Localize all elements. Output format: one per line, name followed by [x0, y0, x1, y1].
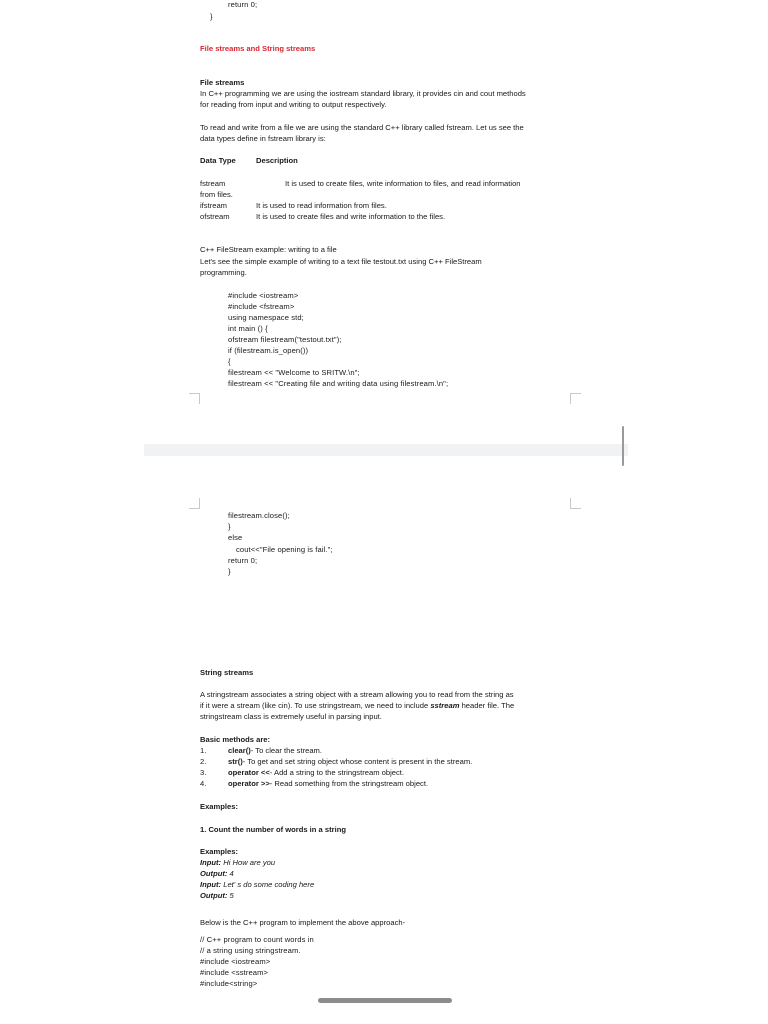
page-corner-mark	[570, 393, 581, 404]
file-streams-heading: File streams	[200, 78, 245, 87]
list-item: 4. operator >>- Read something from the stringstream object.	[200, 779, 429, 788]
paragraph-line: if it were a stream (like cin). To use stringstream, we need to include sstream header file. The	[200, 701, 515, 710]
string-streams-heading: String streams	[200, 668, 254, 677]
code-line: // a string using stringstream.	[200, 946, 301, 955]
code-line: filestream << "Creating file and writing data using filestream.\n";	[228, 379, 449, 388]
example-io: Input: Let' s do some coding here	[200, 880, 315, 889]
table-cell-type: fstream	[200, 179, 226, 188]
list-item: 2. str()- To get and set string object whose content is present in the stream.	[200, 757, 473, 766]
code-line: #include<string>	[200, 979, 258, 988]
page-separator	[144, 444, 628, 456]
code-line: }	[228, 522, 231, 531]
code-line: #include <fstream>	[228, 302, 295, 311]
page-corner-mark	[189, 498, 200, 509]
paragraph-line: To read and write from a file we are using the standard C++ library called fstream. Let us see the	[200, 123, 524, 132]
code-line: if (filestream.is_open())	[228, 346, 309, 355]
page-corner-mark	[189, 393, 200, 404]
paragraph-line: programming.	[200, 268, 247, 277]
code-line: else	[228, 533, 243, 542]
paragraph-line: stringstream class is extremely useful in parsing input.	[200, 712, 382, 721]
code-line: return 0;	[228, 0, 258, 9]
code-line: }	[210, 12, 213, 21]
left-margin	[0, 0, 144, 1024]
code-line: return 0;	[228, 556, 258, 565]
scrollbar-thumb[interactable]	[622, 426, 624, 466]
paragraph-line: for reading from input and writing to output respectively.	[200, 100, 387, 109]
table-cell-type: ifstream	[200, 201, 228, 210]
table-header-type: Data Type	[200, 156, 236, 165]
code-line: }	[228, 567, 231, 576]
code-line: filestream.close();	[228, 511, 290, 520]
list-item: 3. operator <<- Add a string to the stringstream object.	[200, 768, 405, 777]
right-margin	[628, 0, 768, 1024]
page-corner-mark	[570, 498, 581, 509]
paragraph-line: Below is the C++ program to implement the above approach-	[200, 918, 406, 927]
list-item: 1. clear()- To clear the stream.	[200, 746, 322, 755]
code-line: filestream << "Welcome to SRITW.\n";	[228, 368, 360, 377]
basic-methods-heading: Basic methods are:	[200, 735, 271, 744]
code-line: {	[228, 357, 231, 366]
examples-sub-heading: Examples:	[200, 847, 238, 856]
table-cell-type: from files.	[200, 190, 233, 199]
example-io: Input: Hi How are you	[200, 858, 276, 867]
count-words-heading: 1. Count the number of words in a string	[200, 825, 346, 834]
table-header-description: Description	[256, 156, 298, 165]
code-line: // C++ program to count words in	[200, 935, 314, 944]
table-cell-desc: It is used to read information from files.	[256, 201, 387, 210]
paragraph-line: A stringstream associates a string object with a stream allowing you to read from the string as	[200, 690, 514, 699]
code-line: #include <iostream>	[200, 957, 271, 966]
paragraph-line: data types define in fstream library is:	[200, 134, 326, 143]
example-title: C++ FileStream example: writing to a file	[200, 245, 337, 254]
code-line: cout<<"File opening is fail.";	[236, 545, 333, 554]
code-line: #include <iostream>	[228, 291, 299, 300]
code-line: #include <sstream>	[200, 968, 269, 977]
home-indicator[interactable]	[318, 998, 452, 1003]
paragraph-line: In C++ programming we are using the iostream standard library, it provides cin and cout methods	[200, 89, 526, 98]
table-cell-type: ofstream	[200, 212, 230, 221]
section-title: File streams and String streams	[200, 44, 316, 53]
example-io: Output: 4	[200, 869, 234, 878]
paragraph-line: Let's see the simple example of writing to a text file testout.txt using C++ FileStream	[200, 257, 482, 266]
sstream-emphasis: sstream	[430, 701, 460, 710]
examples-heading: Examples:	[200, 802, 238, 811]
table-cell-desc: It is used to create files and write information to the files.	[256, 212, 446, 221]
example-io: Output: 5	[200, 891, 234, 900]
code-line: using namespace std;	[228, 313, 304, 322]
code-line: ofstream filestream("testout.txt");	[228, 335, 342, 344]
code-line: int main () {	[228, 324, 268, 333]
table-cell-desc: It is used to create files, write information to files, and read information	[285, 179, 521, 188]
